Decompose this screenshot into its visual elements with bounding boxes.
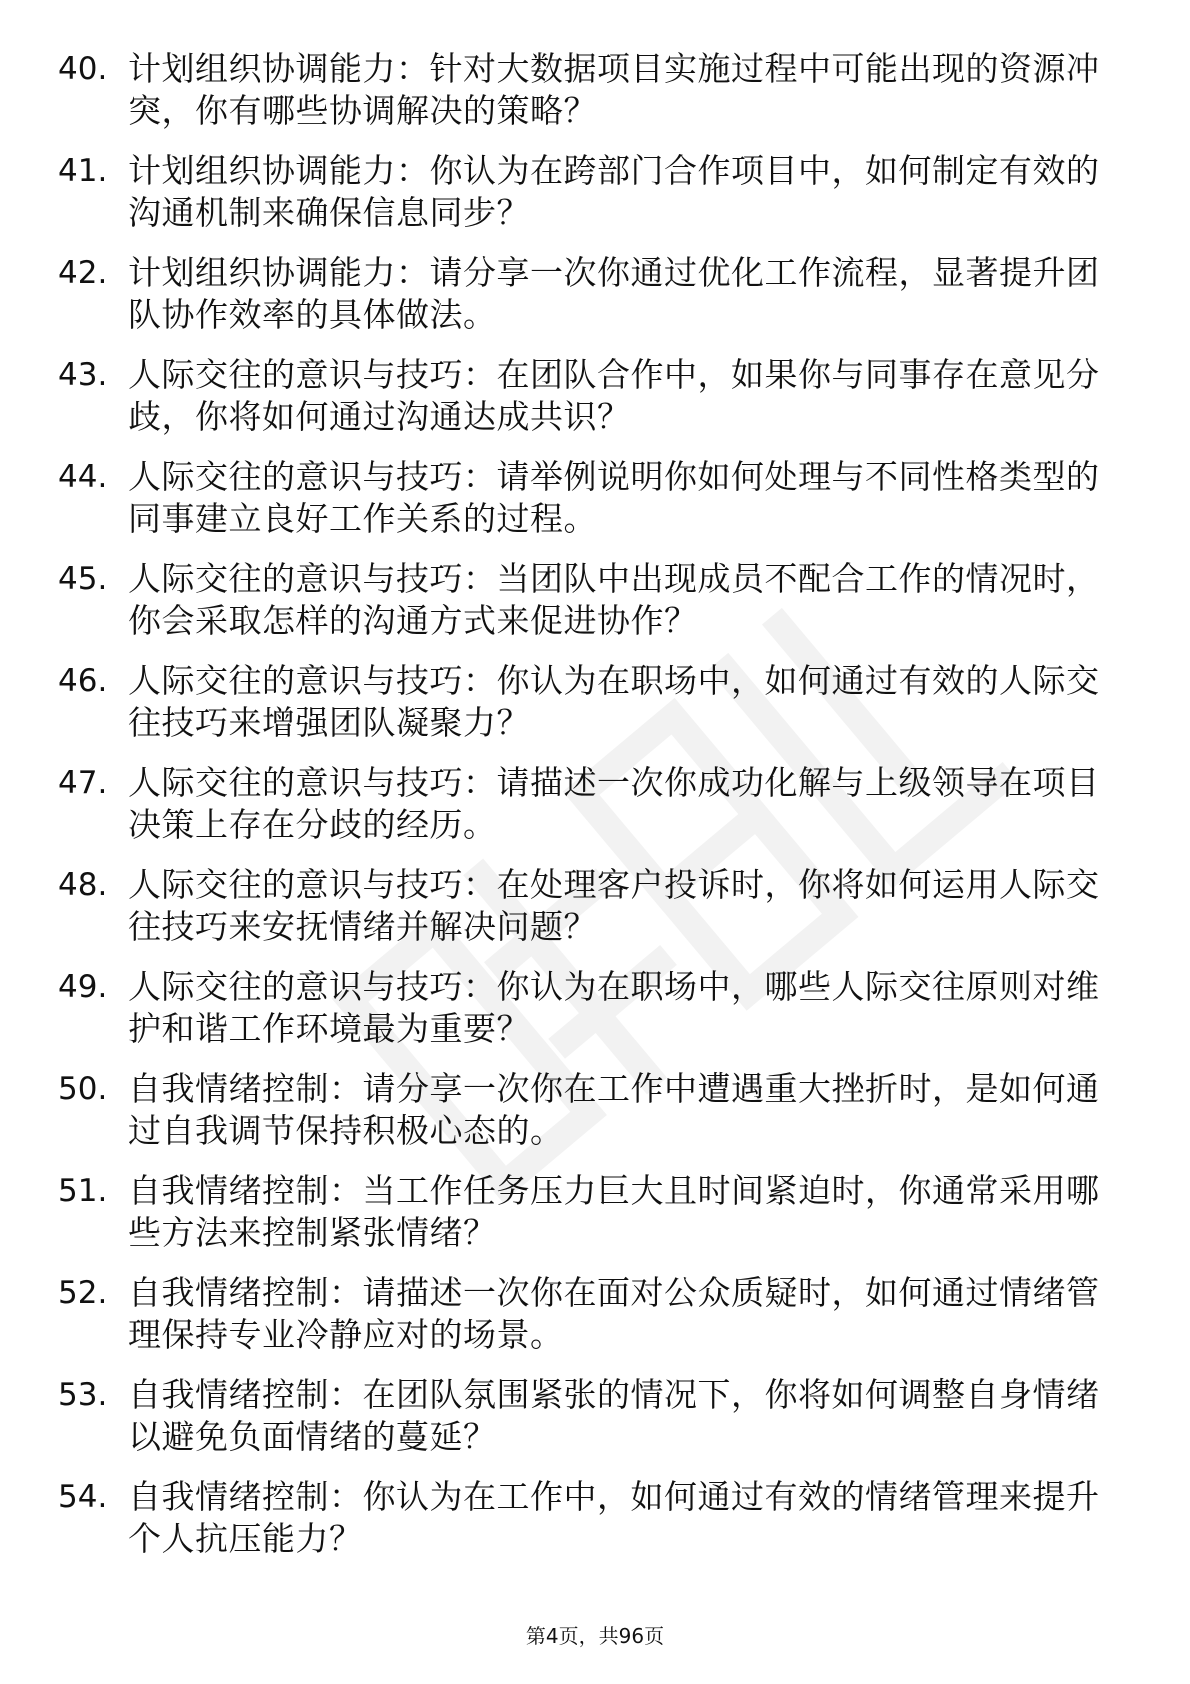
question-item (58, 1476, 1138, 1578)
question-number: 43. (58, 357, 108, 393)
question-text: 计划组织协调能力：你认为在跨部门合作项目中，如何制定有效的沟通机制来确保信息同步？ (128, 151, 1100, 232)
question-number: 54. (58, 1479, 108, 1515)
question-item (58, 966, 1138, 1068)
question-text: 人际交往的意识与技巧：请举例说明你如何处理与不同性格类型的同事建立良好工作关系的过程。 (128, 457, 1100, 538)
question-text: 人际交往的意识与技巧：在处理客户投诉时，你将如何运用人际交往技巧来安抚情绪并解决问题？ (128, 865, 1100, 946)
question-number: 47. (58, 765, 108, 801)
question-number: 53. (58, 1377, 108, 1413)
question-text: 人际交往的意识与技巧：你认为在职场中，哪些人际交往原则对维护和谐工作环境最为重要？ (128, 967, 1100, 1048)
question-text: 人际交往的意识与技巧：请描述一次你成功化解与上级领导在项目决策上存在分歧的经历。 (128, 763, 1100, 844)
page-footer: 第4页，共96页 (525, 1624, 665, 1648)
question-text: 自我情绪控制：当工作任务压力巨大且时间紧迫时，你通常采用哪些方法来控制紧张情绪？ (128, 1171, 1100, 1252)
question-text: 计划组织协调能力：请分享一次你通过优化工作流程，显著提升团队协作效率的具体做法。 (128, 253, 1100, 334)
question-number: 45. (58, 561, 108, 597)
question-item (58, 1272, 1138, 1374)
question-text: 自我情绪控制：请分享一次你在工作中遭遇重大挫折时，是如何通过自我调节保持积极心态的。 (128, 1069, 1100, 1150)
question-number: 51. (58, 1173, 108, 1209)
question-number: 44. (58, 459, 108, 495)
question-list (58, 48, 1138, 1578)
question-number: 48. (58, 867, 108, 903)
question-text: 人际交往的意识与技巧：在团队合作中，如果你与同事存在意见分歧，你将如何通过沟通达成共识？ (128, 355, 1100, 436)
question-item (58, 1374, 1138, 1476)
question-number: 46. (58, 663, 108, 699)
question-item (58, 558, 1138, 660)
question-item (58, 1170, 1138, 1272)
question-item (58, 762, 1138, 864)
question-number: 49. (58, 969, 108, 1005)
question-text: 计划组织协调能力：针对大数据项目实施过程中可能出现的资源冲突，你有哪些协调解决的策略？ (128, 49, 1100, 130)
question-text: 人际交往的意识与技巧：你认为在职场中，如何通过有效的人际交往技巧来增强团队凝聚力？ (128, 661, 1100, 742)
question-number: 52. (58, 1275, 108, 1311)
question-number: 50. (58, 1071, 108, 1107)
question-number: 40. (58, 51, 108, 87)
question-item (58, 456, 1138, 558)
question-item (58, 252, 1138, 354)
question-item (58, 864, 1138, 966)
question-text: 自我情绪控制：请描述一次你在面对公众质疑时，如何通过情绪管理保持专业冷静应对的场景。 (128, 1273, 1100, 1354)
question-item (58, 354, 1138, 456)
question-number: 42. (58, 255, 108, 291)
question-item (58, 150, 1138, 252)
question-number: 41. (58, 153, 108, 189)
question-item (58, 660, 1138, 762)
question-text: 人际交往的意识与技巧：当团队中出现成员不配合工作的情况时，你会采取怎样的沟通方式来促进协作？ (128, 559, 1100, 640)
question-item (58, 1068, 1138, 1170)
question-item (58, 48, 1138, 150)
question-text: 自我情绪控制：在团队氛围紧张的情况下，你将如何调整自身情绪以避免负面情绪的蔓延？ (128, 1375, 1100, 1456)
question-text: 自我情绪控制：你认为在工作中，如何通过有效的情绪管理来提升个人抗压能力？ (128, 1477, 1100, 1558)
